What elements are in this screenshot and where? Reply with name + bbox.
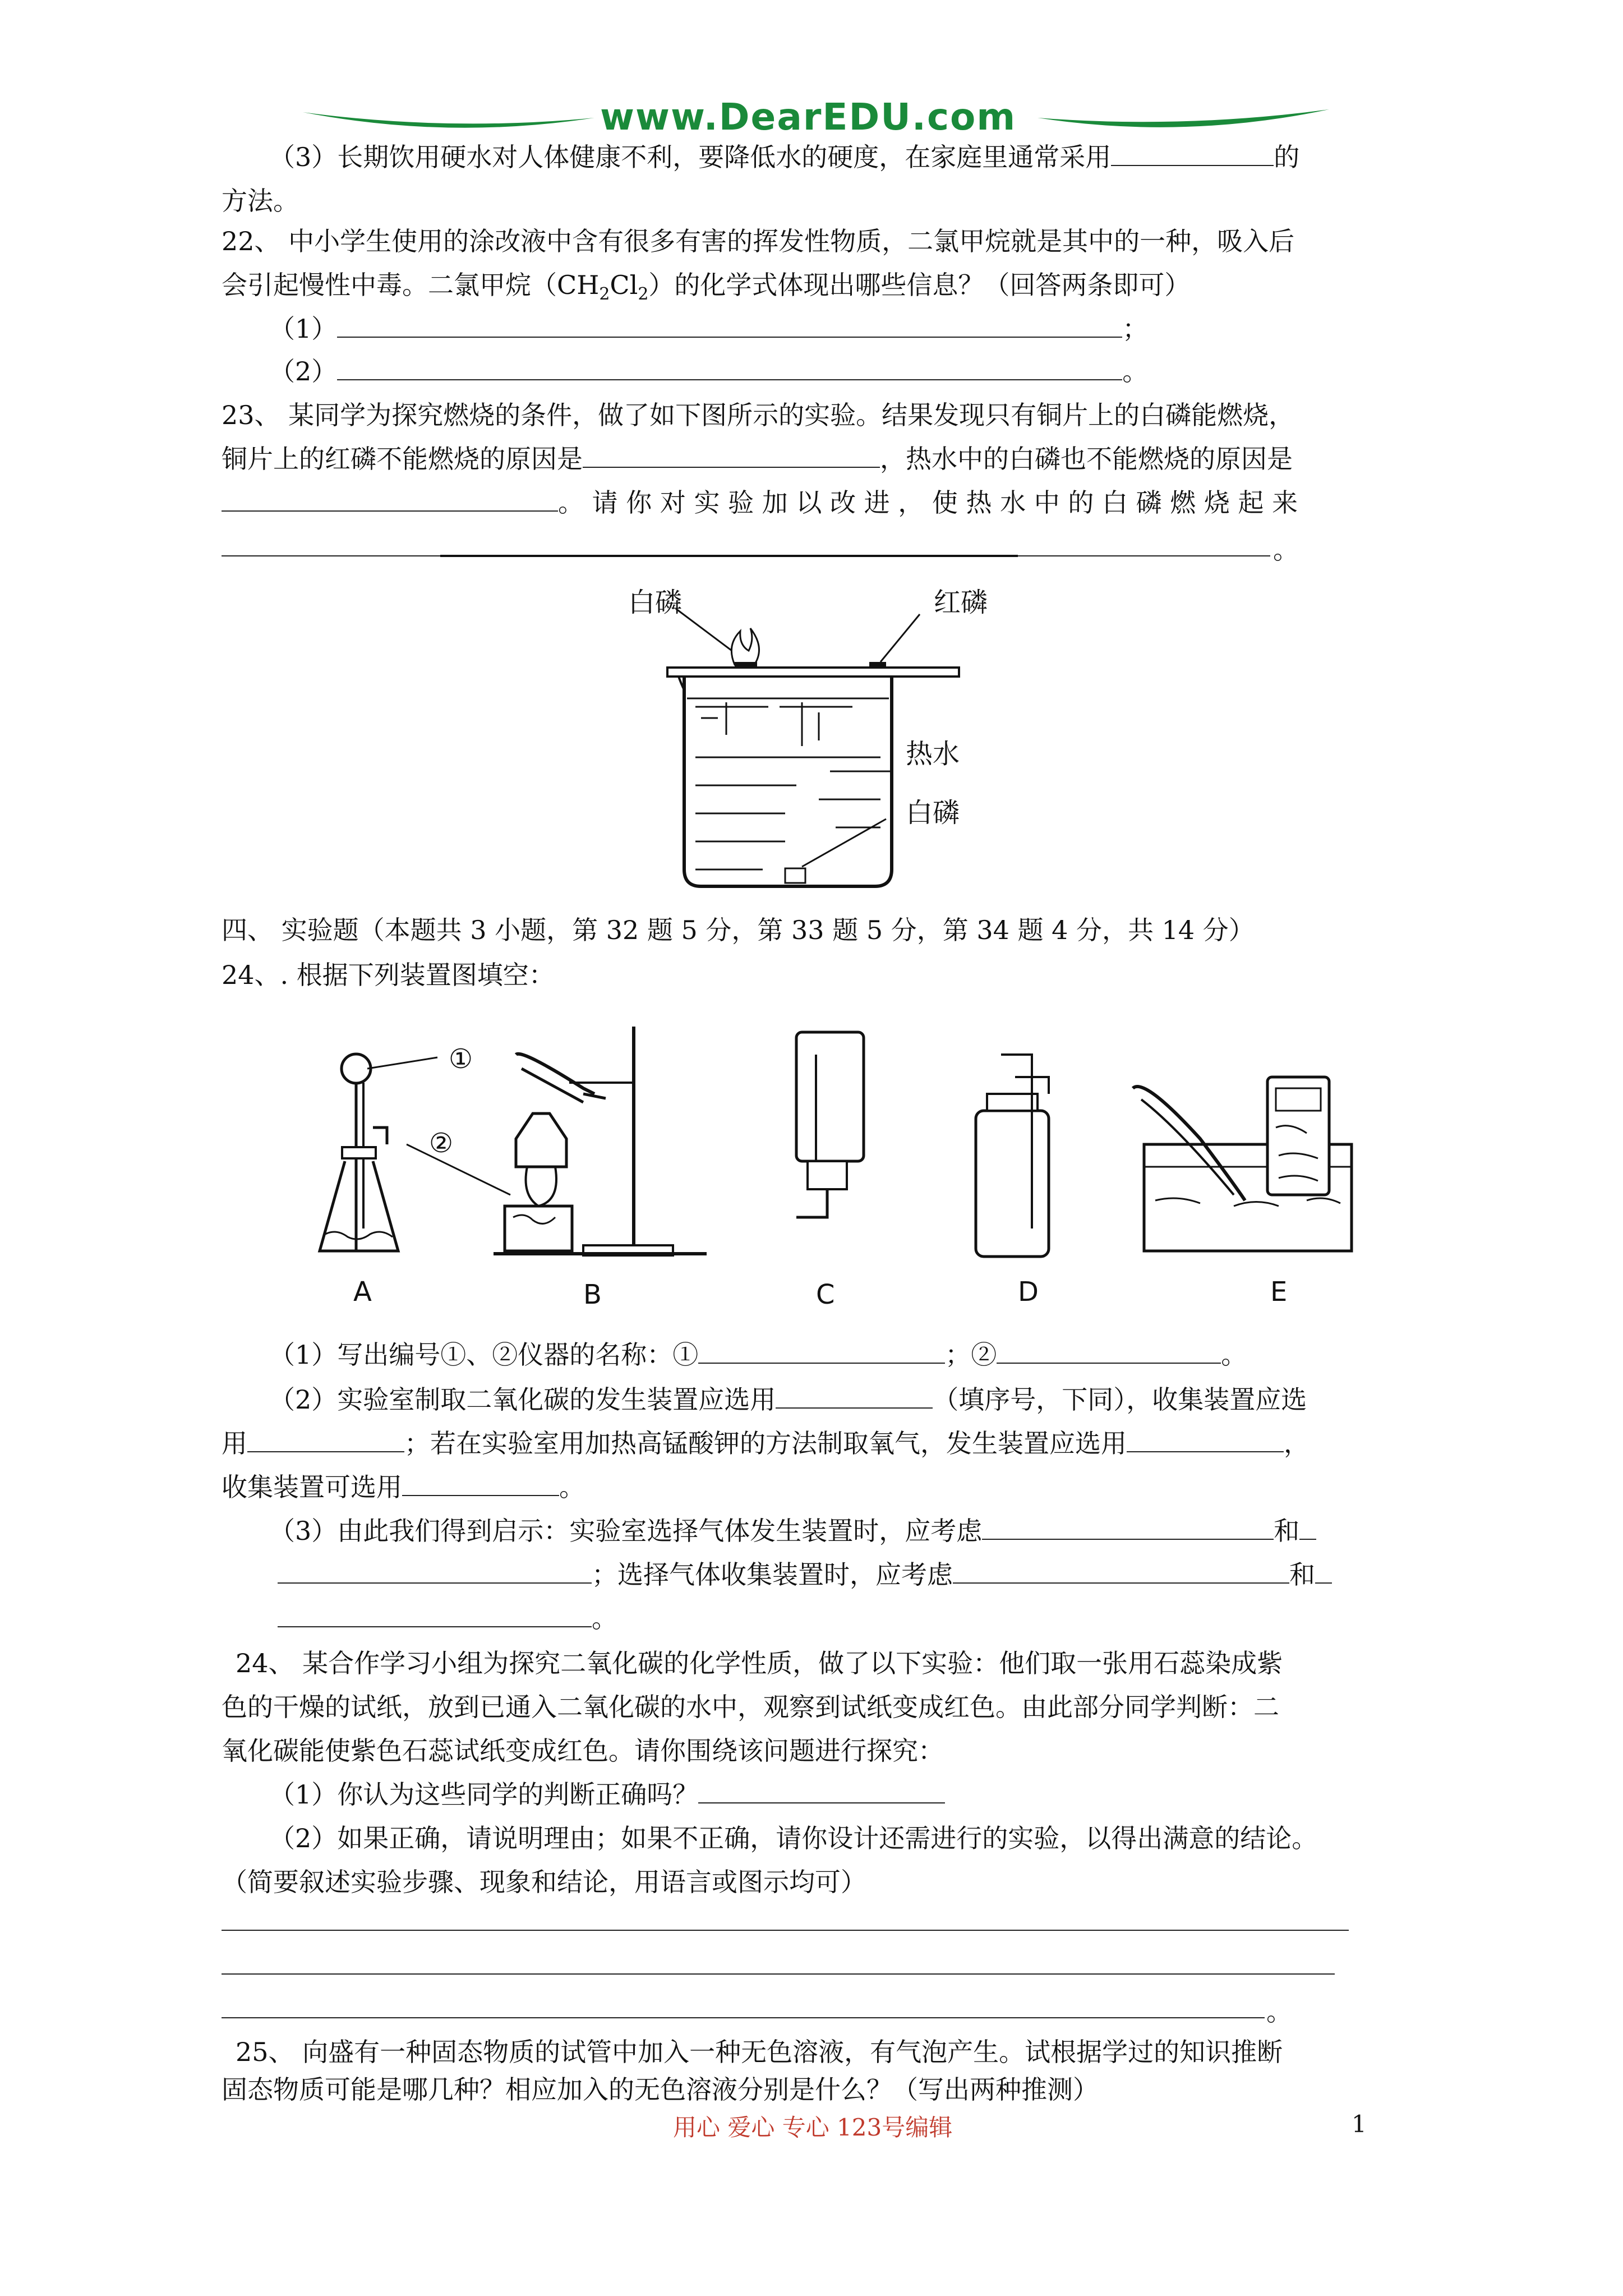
page-number: 1 [1352, 2110, 1367, 2138]
q22-answer1: （1） ； [269, 312, 1148, 346]
q24a-part2-line1: （2）实验室制取二氧化碳的发生装置应选用 （填序号，下同），收集装置应选 [269, 1383, 1307, 1416]
answer-line[interactable] [222, 1930, 1349, 1931]
q24b-part1: （1）你认为这些同学的判断正确吗？ [269, 1778, 945, 1811]
answer-blank[interactable] [698, 1778, 945, 1803]
header-swoosh-right [1038, 101, 1329, 140]
q23-line2: 铜片上的红磷不能燃烧的原因是 ，热水中的白磷也不能燃烧的原因是 [222, 442, 1293, 476]
answer-blank[interactable] [337, 312, 1122, 338]
label-apparatus-B: B [583, 1279, 602, 1310]
q22-line1: 22、 中小学生使用的涂改液中含有很多有害的挥发性物质，二氯甲烷就是其中的一种，吸入后 [222, 226, 1295, 256]
header-logo: www.DearEDU.com [600, 95, 1017, 139]
answer-blank[interactable] [278, 1602, 592, 1627]
header-swoosh-left [303, 101, 594, 140]
q24a-part2-line2: 用 ；若在实验室用加热高锰酸钾的方法制取氧气，发生装置应选用 ， [222, 1427, 1310, 1460]
answer-blank[interactable] [953, 1558, 1289, 1584]
answer-line[interactable] [222, 1973, 1335, 1975]
label-apparatus-C: C [816, 1279, 835, 1310]
answer-blank[interactable] [337, 355, 1122, 380]
q23-line4-end: 。 [1273, 535, 1299, 565]
answer-blank[interactable] [997, 1338, 1221, 1364]
answer-blank[interactable] [402, 1470, 559, 1496]
q24a-part2-line3: 收集装置可选用 。 [222, 1470, 585, 1504]
q24a-part1: （1）写出编号①、②仪器的名称：① ；② 。 [269, 1338, 1247, 1372]
q23-line3: 。 请 你 对 实 验 加 以 改 进 ， 使 热 水 中 的 白 磷 燃 烧 起 来 [222, 486, 1298, 519]
label-white-phosphorus-top: 白磷 [628, 587, 683, 618]
answer-blank[interactable] [1127, 1427, 1284, 1452]
footer-text: 用心 爱心 专心 123号编辑 [673, 2114, 953, 2141]
answer-blank[interactable] [698, 1338, 945, 1364]
q25-line2: 固态物质可能是哪几种？相应加入的无色溶液分别是什么？（写出两种推测） [222, 2074, 1099, 2105]
answer-blank[interactable] [982, 1514, 1274, 1540]
q24b-line3: 氧化碳能使紫色石蕊试纸变成红色。请你围绕该问题进行探究： [222, 1736, 944, 1766]
q23-line1: 23、 某同学为探究燃烧的条件，做了如下图所示的实验。结果发现只有铜片上的白磷能燃烧， [222, 400, 1295, 430]
answer-blank[interactable] [1299, 1514, 1316, 1540]
answer-blank[interactable] [1315, 1558, 1332, 1584]
answer-blank[interactable] [776, 1383, 933, 1409]
q22-answer2: （2） 。 [269, 355, 1148, 388]
label-mark-2: ② [429, 1128, 454, 1159]
q24b-part2: （2）如果正确，请说明理由；如果不正确，请你设计还需进行的实验，以得出满意的结论。 [269, 1823, 1318, 1853]
answer-line[interactable] [1018, 555, 1270, 556]
q24b-part2b: （简要叙述实验步骤、现象和结论，用语言或图示均可） [222, 1867, 866, 1897]
q24a-line1: 24、. 根据下列装置图填空： [222, 960, 555, 990]
label-red-phosphorus: 红磷 [934, 587, 988, 618]
q24b-line1: 24、 某合作学习小组为探究二氧化碳的化学性质，做了以下实验：他们取一张用石蕊染成紫 [236, 1648, 1283, 1678]
label-mark-1: ① [449, 1043, 473, 1075]
q24a-part3-line1: （3）由此我们得到启示：实验室选择气体发生装置时，应考虑 和 [269, 1514, 1316, 1548]
q21-part3-line2: 方法。 [222, 186, 299, 216]
q24a-part3-line2: ；选择气体收集装置时，应考虑 和 [278, 1558, 1332, 1591]
answer-line[interactable] [440, 555, 1018, 557]
label-apparatus-D: D [1018, 1276, 1039, 1308]
q24b-end: 。 [1266, 1996, 1292, 2027]
label-hot-water: 热水 [906, 738, 960, 770]
label-apparatus-A: A [353, 1276, 372, 1308]
answer-blank[interactable] [278, 1558, 592, 1584]
section4-heading: 四、 实验题（本题共 3 小题，第 32 题 5 分，第 33 题 5 分，第 34 题 4 分，共 14 分） [222, 915, 1255, 945]
q22-line2: 会引起慢性中毒。二氯甲烷$(CH_2Cl_2)$的化学式体现出哪些信息？（回答两条即可） [222, 270, 1191, 304]
answer-blank[interactable] [583, 442, 880, 468]
label-apparatus-E: E [1270, 1276, 1288, 1308]
answer-line[interactable] [222, 2017, 1265, 2018]
answer-blank[interactable] [222, 486, 558, 512]
answer-blank[interactable] [1111, 140, 1274, 166]
answer-blank[interactable] [247, 1427, 404, 1452]
q25-line1: 25、 向盛有一种固态物质的试管中加入一种无色溶液，有气泡产生。试根据学过的知识推断 [236, 2037, 1283, 2067]
q21-part3-line1: （3）长期饮用硬水对人体健康不利，要降低水的硬度，在家庭里通常采用 的 [269, 140, 1299, 174]
q24b-line2: 色的干燥的试纸，放到已通入二氧化碳的水中，观察到试纸变成红色。由此部分同学判断：二 [222, 1692, 1279, 1722]
q24a-part3-line3: 。 [278, 1602, 617, 1635]
answer-line[interactable] [222, 555, 440, 556]
label-white-phosphorus-bottom: 白磷 [906, 797, 960, 829]
